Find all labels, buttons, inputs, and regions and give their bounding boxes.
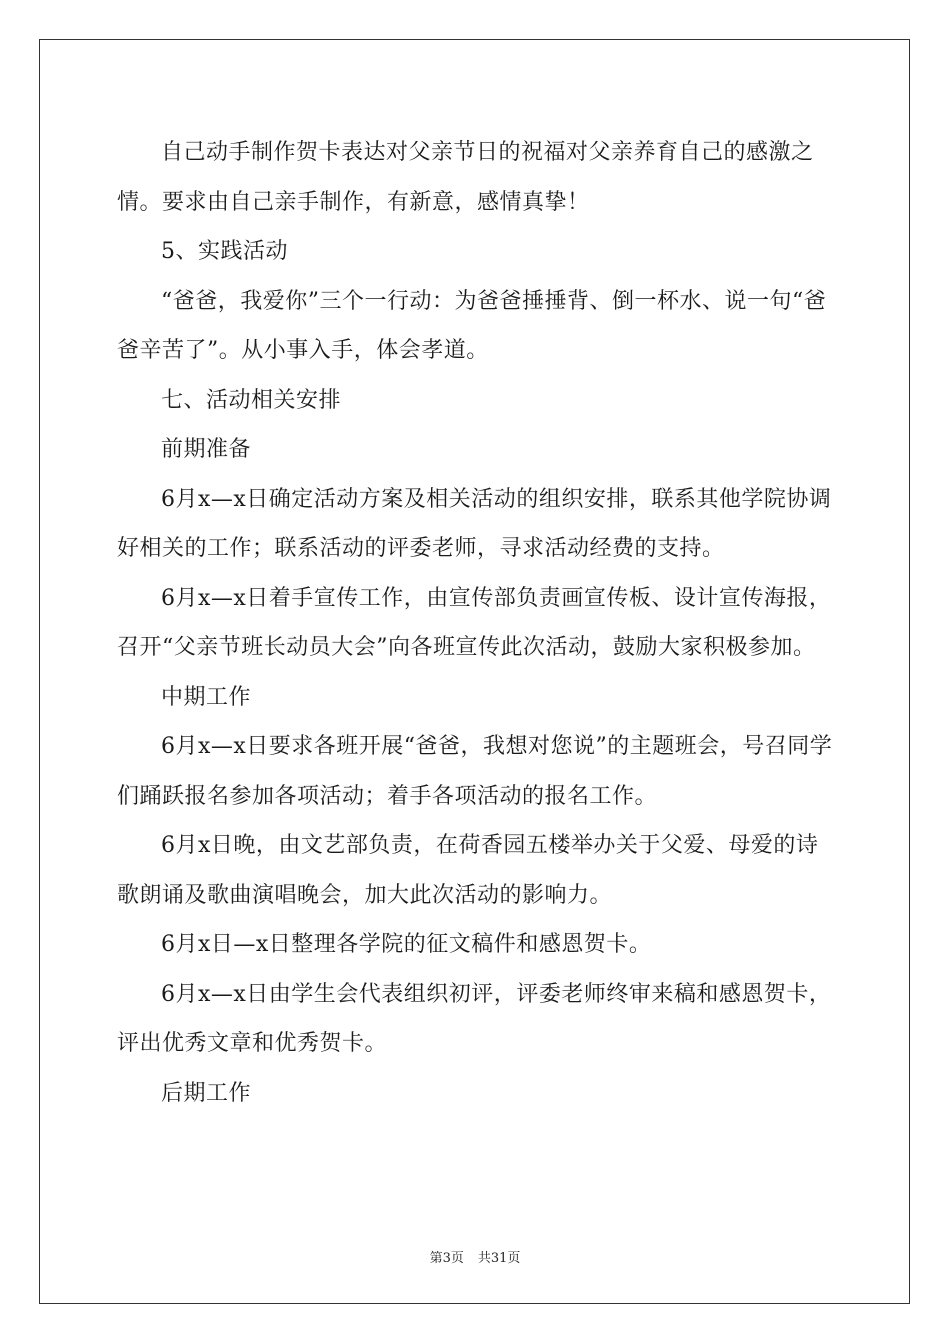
paragraph-judging: 6月x—x日由学生会代表组织初评，评委老师终审来稿和感恩贺卡，评出优秀文章和优秀贺卡。 [117,981,832,1056]
page-footer [0,1247,950,1266]
heading-early-preparation: 前期准备 [161,437,252,462]
paragraph-plan-schedule: 6月x—x日确定活动方案及相关活动的组织安排，联系其他学院协调好相关的工作；联系活动的评委老师，寻求活动经费的支持。 [117,486,832,561]
paragraph-three-actions: “爸爸，我爱你”三个一行动：为爸爸捶捶背、倒一杯水、说一句“爸爸辛苦了”。从小事入手，体会孝道。 [117,288,827,363]
page-total: 共31页 [477,1251,521,1266]
heading-arrangements: 七、活动相关安排 [161,387,342,413]
document-body [117,128,833,1118]
heading-mid-term-work: 中期工作 [161,684,252,710]
heading-practice-activity: 5、实践活动 [161,239,288,264]
paragraph-publicity-schedule: 6月x—x日着手宣传工作，由宣传部负责画宣传板、设计宣传海报，召开“父亲节班长动员大会”向各班宣传此次活动，鼓励大家积极参加。 [117,585,832,660]
page-number: 第3页 [429,1251,464,1266]
paragraph-evening-gala: 6月x日晚，由文艺部负责，在荷香园五楼举办关于父爱、母爱的诗歌朗诵及歌曲演唱晚会，加大此次活动的影响力。 [117,833,819,908]
paragraph-collect-submissions: 6月x日—x日整理各学院的征文稿件和感恩贺卡。 [161,932,652,957]
heading-later-work: 后期工作 [161,1080,252,1106]
paragraph-greeting-card: 自己动手制作贺卡表达对父亲节日的祝福对父亲养育自己的感激之情。要求由自己亲手制作，有新意，感情真挚！ [117,140,814,215]
paragraph-class-meeting: 6月x—x日要求各班开展“爸爸，我想对您说”的主题班会，号召同学们踊跃报名参加各项活动；着手各项活动的报名工作。 [117,734,833,809]
